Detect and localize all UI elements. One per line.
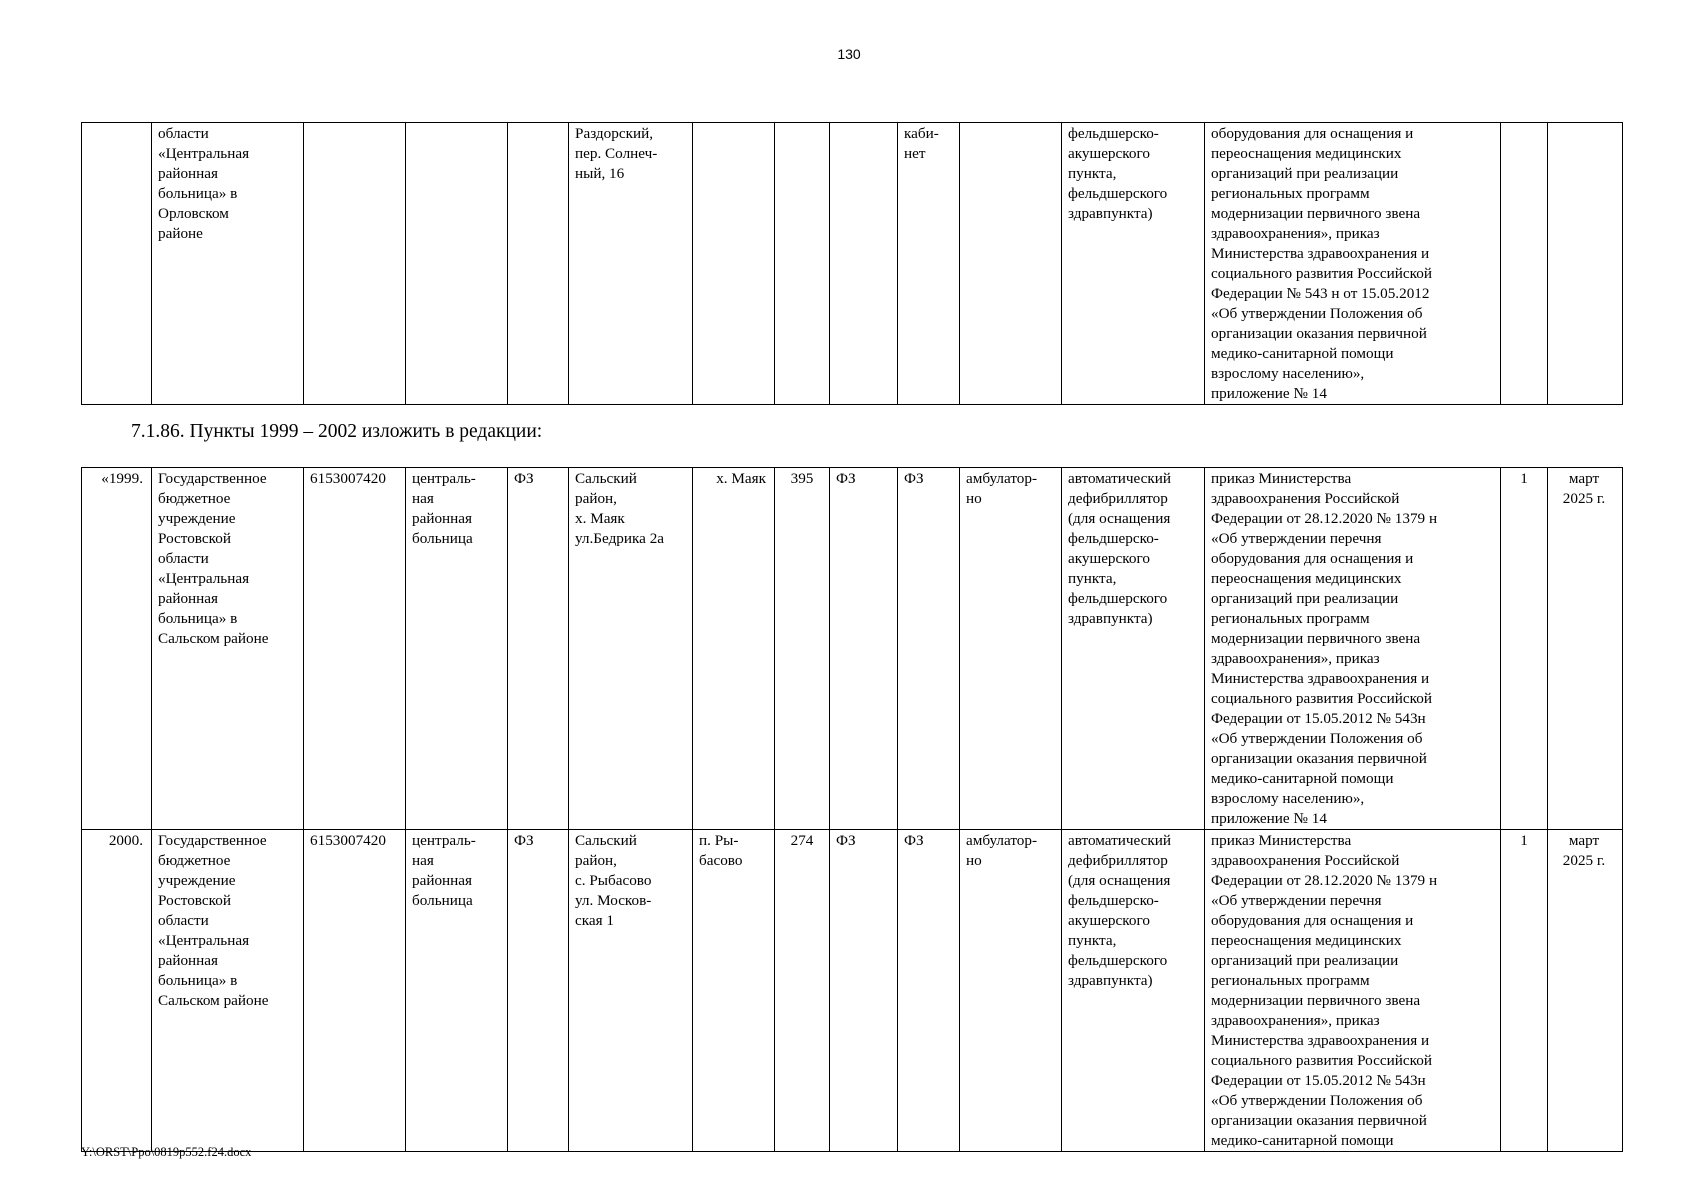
table-cell: ФЗ	[830, 468, 898, 830]
population-cell: 395	[775, 468, 830, 830]
table-cell	[830, 123, 898, 405]
quantity-cell: 1	[1501, 830, 1548, 1152]
table-cell: ФЗ	[898, 468, 960, 830]
table-cell	[82, 123, 152, 405]
table-cell	[960, 123, 1062, 405]
org-type-cell: централь- ная районная больница	[406, 468, 508, 830]
table-cell: ФЗ	[508, 468, 569, 830]
table-row	[82, 123, 1623, 405]
settlement-cell: х. Маяк	[693, 468, 775, 830]
table-cell	[775, 123, 830, 405]
equipment-cell: автоматический дефибриллятор (для оснащения фельдшерско- акушерского пункта, фельдшерского здравпункта)	[1062, 468, 1205, 830]
inn-cell: 6153007420	[304, 830, 406, 1152]
table-cell: ФЗ	[898, 830, 960, 1152]
table-cell: ФЗ	[508, 830, 569, 1152]
population-cell: 274	[775, 830, 830, 1152]
table-cell: каби- нет	[898, 123, 960, 405]
table-cell: оборудования для оснащения и переоснащения медицинских организаций при реализации региональных программ модернизации первичного звена здравоохранения», приказ Министерства здравоохранения и социального развития Российской Федерации № 543 н от 15.05.2012 «Об утверждении Положения об организации оказания первичной медико-санитарной помощи взрослому населению», приложение № 14	[1205, 123, 1501, 405]
legal-basis-cell: приказ Министерства здравоохранения Российской Федерации от 28.12.2020 № 1379 н «Об утверждении перечня оборудования для оснащения и переоснащения медицинских организаций при реализации региональных программ модернизации первичного звена здравоохранения», приказ Министерства здравоохранения и социального развития Российской Федерации от 15.05.2012 № 543н «Об утверждении Положения об организации оказания первичной медико-санитарной помощи	[1205, 830, 1501, 1152]
settlement-cell: п. Ры- басово	[693, 830, 775, 1152]
table-cell: области «Центральная районная больница» в Орловском районе	[152, 123, 304, 405]
organization-cell: Государственное бюджетное учреждение Ростовской области «Центральная районная больница» в Сальском районе	[152, 830, 304, 1152]
address-cell: Сальский район, х. Маяк ул.Бедрика 2а	[569, 468, 693, 830]
date-cell: март 2025 г.	[1548, 830, 1623, 1152]
table-cell	[1548, 123, 1623, 405]
table-cell: ФЗ	[830, 830, 898, 1152]
care-type-cell: амбулатор- но	[960, 830, 1062, 1152]
page-number: 130	[837, 46, 861, 62]
inn-cell: 6153007420	[304, 468, 406, 830]
points-table	[81, 467, 1623, 1152]
table-cell	[508, 123, 569, 405]
org-type-cell: централь- ная районная больница	[406, 830, 508, 1152]
file-path-footer: Y:\ORST\Ppo\0819p552.f24.docx	[81, 1145, 252, 1159]
table-row	[82, 468, 1623, 830]
address-cell: Сальский район, с. Рыбасово ул. Москов- ская 1	[569, 830, 693, 1152]
date-cell: март 2025 г.	[1548, 468, 1623, 830]
quantity-cell: 1	[1501, 468, 1548, 830]
amendment-paragraph: 7.1.86. Пункты 1999 – 2002 изложить в редакции:	[131, 421, 543, 442]
table-cell	[1501, 123, 1548, 405]
table-row	[82, 830, 1623, 1152]
row-number-cell: 2000.	[82, 830, 152, 1152]
legal-basis-cell: приказ Министерства здравоохранения Российской Федерации от 28.12.2020 № 1379 н «Об утверждении перечня оборудования для оснащения и переоснащения медицинских организаций при реализации региональных программ модернизации первичного звена здравоохранения», приказ Министерства здравоохранения и социального развития Российской Федерации от 15.05.2012 № 543н «Об утверждении Положения об организации оказания первичной медико-санитарной помощи взрослому населению», приложение № 14	[1205, 468, 1501, 830]
organization-cell: Государственное бюджетное учреждение Ростовской области «Центральная районная больница» в Сальском районе	[152, 468, 304, 830]
table-cell	[406, 123, 508, 405]
table-cell: фельдшерско- акушерского пункта, фельдшерского здравпункта)	[1062, 123, 1205, 405]
equipment-cell: автоматический дефибриллятор (для оснащения фельдшерско- акушерского пункта, фельдшерского здравпункта)	[1062, 830, 1205, 1152]
care-type-cell: амбулатор- но	[960, 468, 1062, 830]
table-cell	[693, 123, 775, 405]
continuation-table	[81, 122, 1623, 405]
table-cell	[304, 123, 406, 405]
row-number-cell: «1999.	[82, 468, 152, 830]
table-cell: Раздорский, пер. Солнеч- ный, 16	[569, 123, 693, 405]
